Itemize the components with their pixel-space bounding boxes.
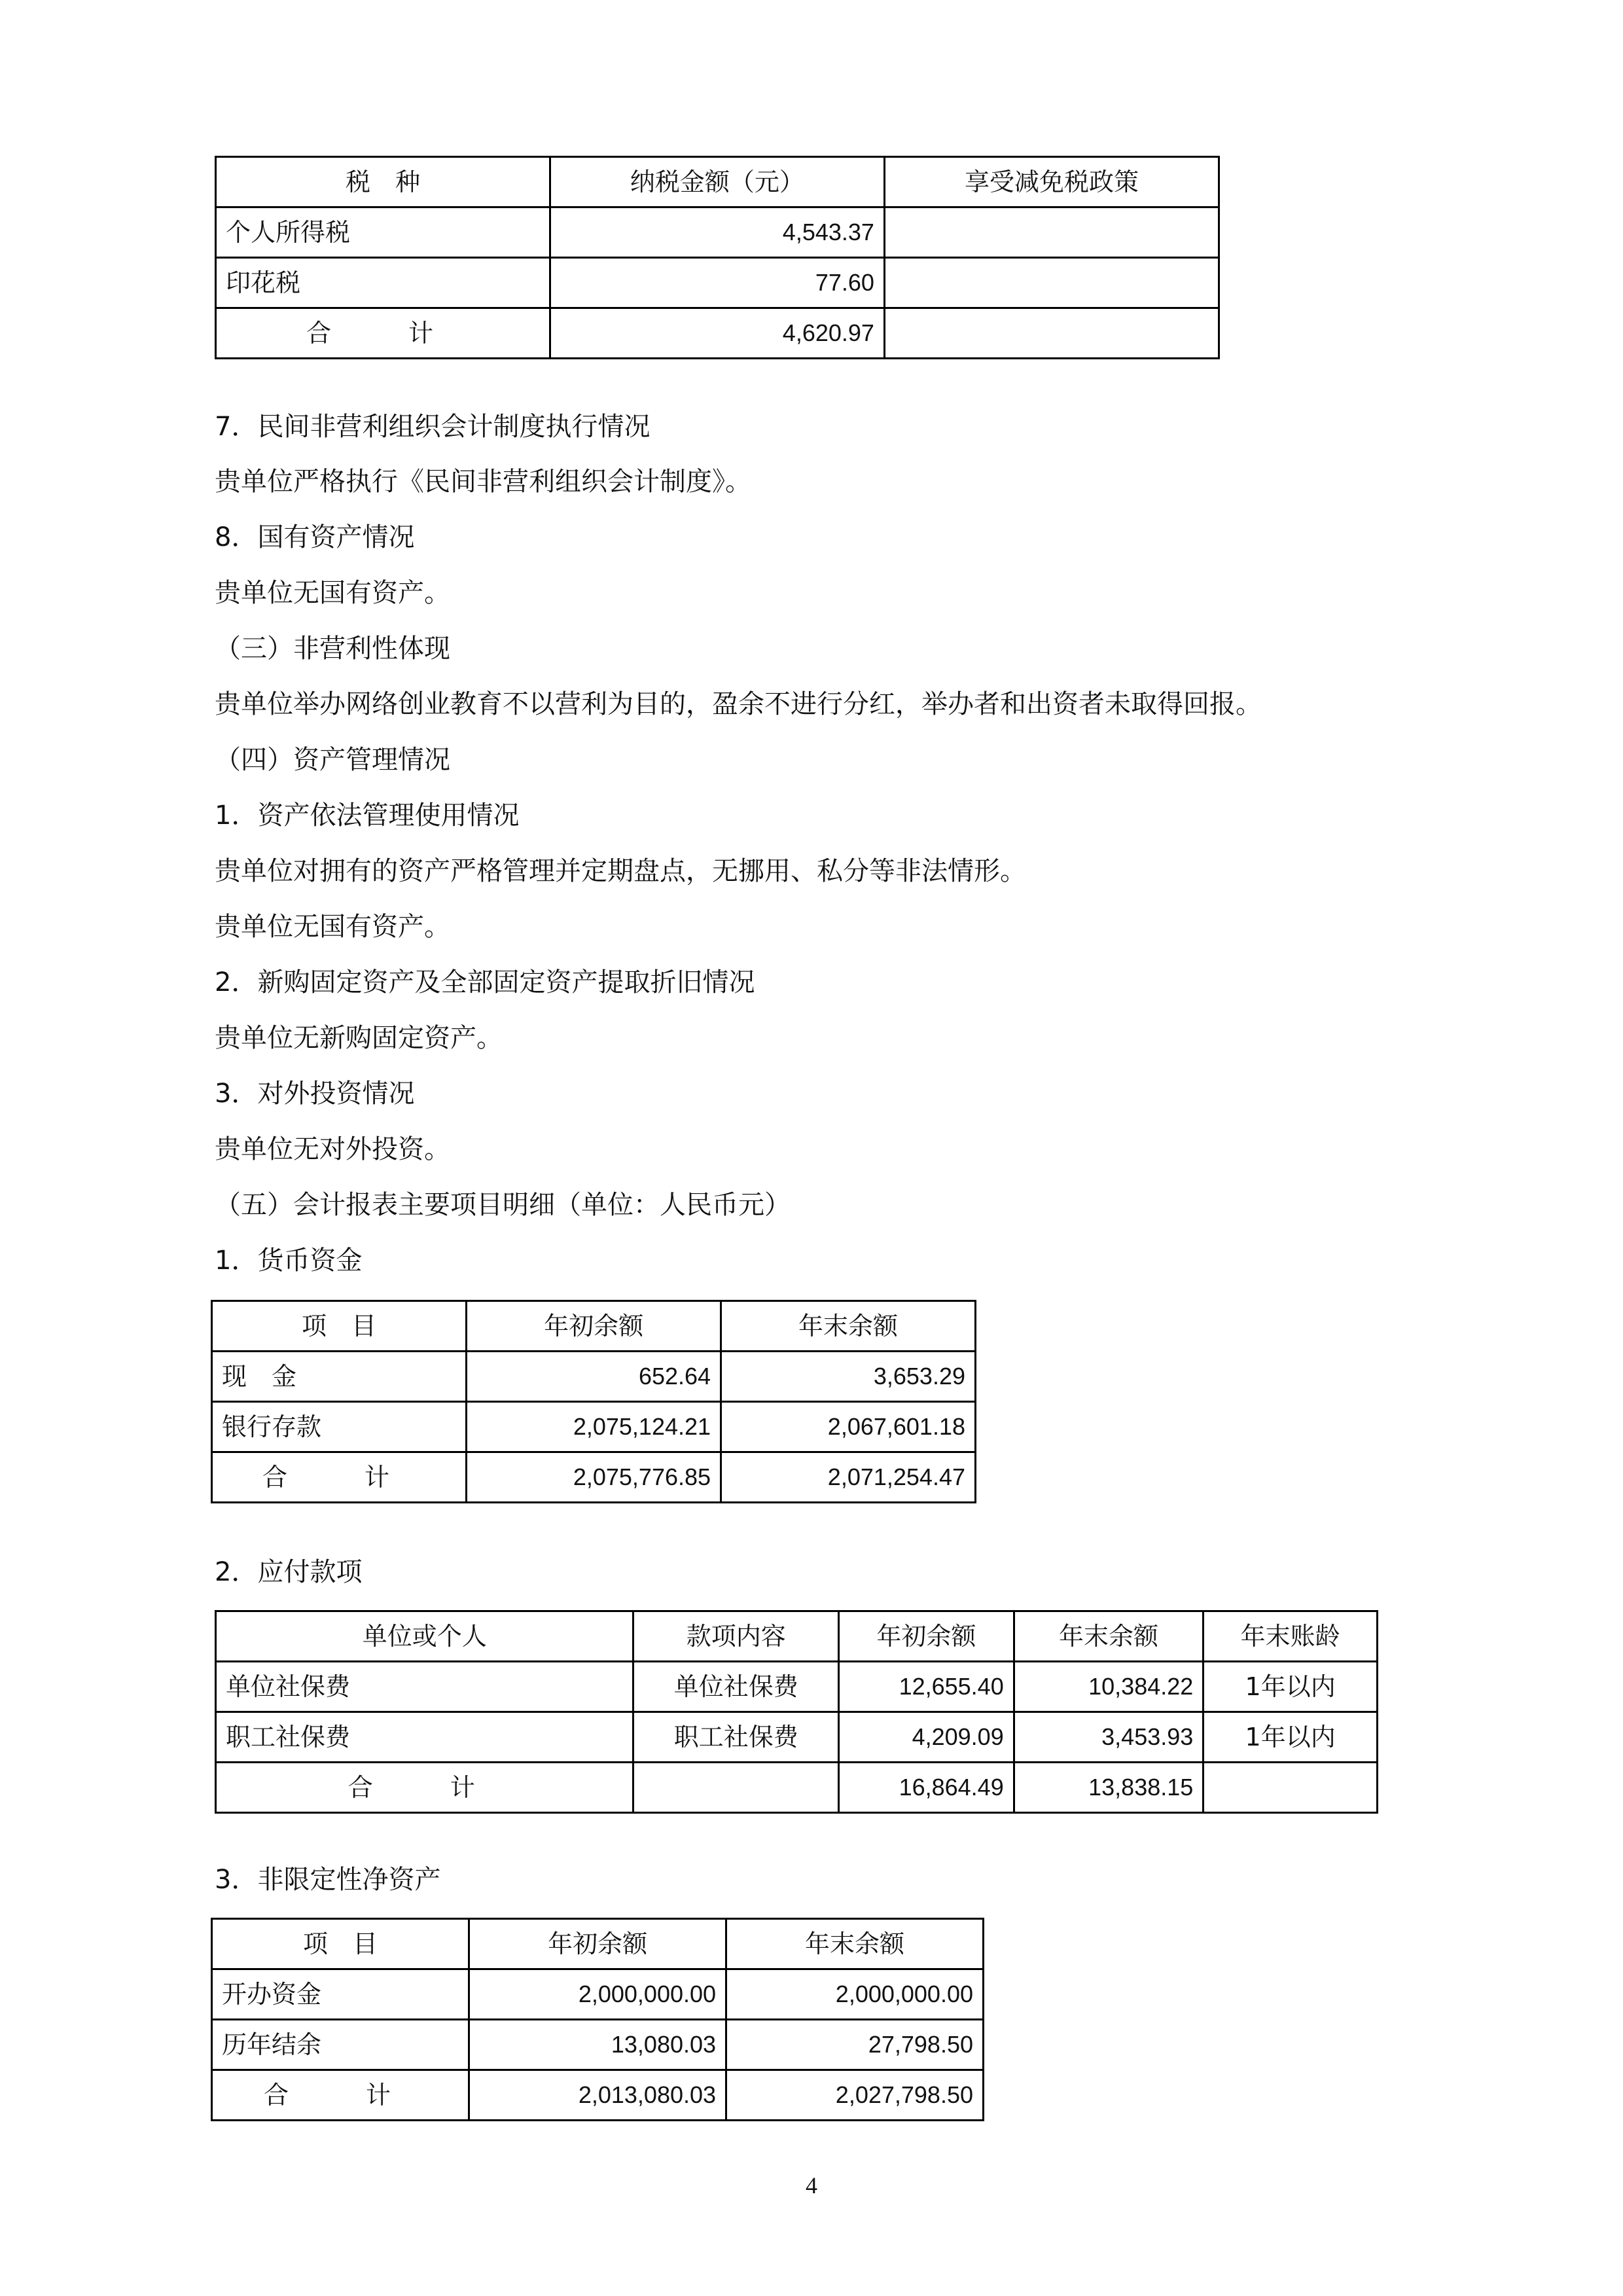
total-end: 2,071,254.47 [721, 1452, 976, 1503]
row-content: 单位社保费 [633, 1662, 839, 1712]
row-policy [884, 207, 1219, 258]
total-begin: 2,075,776.85 [467, 1452, 721, 1503]
page-number: 4 [806, 2172, 817, 2198]
table-total-row [212, 2070, 984, 2121]
row-policy [884, 258, 1219, 308]
row-begin: 2,075,124.21 [467, 1402, 721, 1452]
row-aging: 1年以内 [1204, 1662, 1378, 1712]
header-end-balance: 年末余额 [721, 1301, 976, 1352]
table-total-row [216, 1763, 1378, 1813]
row-end: 2,067,601.18 [721, 1402, 976, 1452]
section-heading-7: 7．民间非营利组织会计制度执行情况 [215, 412, 651, 442]
row-begin: 12,655.40 [839, 1662, 1014, 1712]
row-label: 印花税 [216, 258, 550, 308]
table-header-row [216, 157, 1219, 207]
section-heading-asset-use: 1．资产依法管理使用情况 [215, 800, 520, 831]
row-party: 职工社保费 [216, 1712, 633, 1763]
total-policy [884, 308, 1219, 359]
total-end: 2,027,798.50 [726, 2070, 984, 2121]
table-row [216, 1662, 1378, 1712]
section-heading-8: 8．国有资产情况 [215, 522, 415, 552]
total-label: 合 计 [216, 1763, 633, 1813]
section-heading-cash: 1．货币资金 [215, 1246, 363, 1276]
paragraph-text: 贵单位无新购固定资产。 [215, 1023, 503, 1053]
row-begin: 652.64 [467, 1352, 721, 1402]
paragraph-text: 贵单位对拥有的资产严格管理并定期盘点，无挪用、私分等非法情形。 [215, 856, 1026, 886]
header-begin-balance: 年初余额 [467, 1301, 721, 1352]
row-end: 3,653.29 [721, 1352, 976, 1402]
total-content [633, 1763, 839, 1813]
paragraph-text: 贵单位无国有资产。 [215, 912, 450, 942]
table-row [212, 1352, 976, 1402]
header-end-balance: 年末余额 [726, 1919, 984, 1969]
section-heading-nonprofit: （三）非营利性体现 [215, 634, 450, 664]
section-heading-investment: 3．对外投资情况 [215, 1079, 415, 1109]
total-label: 合 计 [212, 1452, 467, 1503]
section-heading-net-assets: 3．非限定性净资产 [215, 1865, 441, 1895]
row-aging: 1年以内 [1204, 1712, 1378, 1763]
row-end: 3,453.93 [1014, 1712, 1204, 1763]
row-label: 开办资金 [212, 1969, 469, 2020]
row-party: 单位社保费 [216, 1662, 633, 1712]
header-end-balance: 年末余额 [1014, 1611, 1204, 1662]
table-header-row [212, 1301, 976, 1352]
total-begin: 2,013,080.03 [469, 2070, 726, 2121]
paragraph-text: 贵单位举办网络创业教育不以营利为目的，盈余不进行分红，举办者和出资者未取得回报。 [215, 689, 1262, 719]
row-content: 职工社保费 [633, 1712, 839, 1763]
paragraph-text: 贵单位严格执行《民间非营利组织会计制度》。 [215, 467, 751, 497]
total-begin: 16,864.49 [839, 1763, 1014, 1813]
row-begin: 2,000,000.00 [469, 1969, 726, 2020]
row-begin: 13,080.03 [469, 2020, 726, 2070]
paragraph-text: 贵单位无对外投资。 [215, 1134, 450, 1164]
net-assets-table [211, 1918, 984, 2121]
row-end: 2,000,000.00 [726, 1969, 984, 2020]
header-tax-amount: 纳税金额（元） [550, 157, 884, 207]
section-heading-statement-details: （五）会计报表主要项目明细（单位：人民币元） [215, 1190, 791, 1220]
header-party: 单位或个人 [216, 1611, 633, 1662]
row-label: 现 金 [212, 1352, 467, 1402]
table-row [212, 2020, 984, 2070]
tax-table [215, 156, 1220, 359]
table-row [212, 1402, 976, 1452]
payables-table [215, 1610, 1378, 1814]
section-heading-payables: 2．应付款项 [215, 1557, 363, 1587]
section-heading-asset-management: （四）资产管理情况 [215, 745, 450, 775]
row-label: 历年结余 [212, 2020, 469, 2070]
table-total-row [216, 308, 1219, 359]
paragraph-text: 贵单位无国有资产。 [215, 578, 450, 608]
total-aging [1204, 1763, 1378, 1813]
table-row [212, 1969, 984, 2020]
row-label: 银行存款 [212, 1402, 467, 1452]
row-end: 27,798.50 [726, 2020, 984, 2070]
row-amount: 4,543.37 [550, 207, 884, 258]
section-heading-fixed-assets: 2．新购固定资产及全部固定资产提取折旧情况 [215, 967, 755, 997]
total-amount: 4,620.97 [550, 308, 884, 359]
header-tax-type: 税 种 [216, 157, 550, 207]
header-begin-balance: 年初余额 [839, 1611, 1014, 1662]
row-amount: 77.60 [550, 258, 884, 308]
header-begin-balance: 年初余额 [469, 1919, 726, 1969]
cash-table [211, 1300, 976, 1503]
table-row [216, 258, 1219, 308]
header-aging: 年末账龄 [1204, 1611, 1378, 1662]
row-begin: 4,209.09 [839, 1712, 1014, 1763]
header-item: 项 目 [212, 1919, 469, 1969]
table-header-row [216, 1611, 1378, 1662]
total-end: 13,838.15 [1014, 1763, 1204, 1813]
table-row [216, 1712, 1378, 1763]
total-label: 合 计 [216, 308, 550, 359]
header-tax-policy: 享受减免税政策 [884, 157, 1219, 207]
row-end: 10,384.22 [1014, 1662, 1204, 1712]
header-content: 款项内容 [633, 1611, 839, 1662]
table-row [216, 207, 1219, 258]
table-header-row [212, 1919, 984, 1969]
table-total-row [212, 1452, 976, 1503]
row-label: 个人所得税 [216, 207, 550, 258]
header-item: 项 目 [212, 1301, 467, 1352]
total-label: 合 计 [212, 2070, 469, 2121]
